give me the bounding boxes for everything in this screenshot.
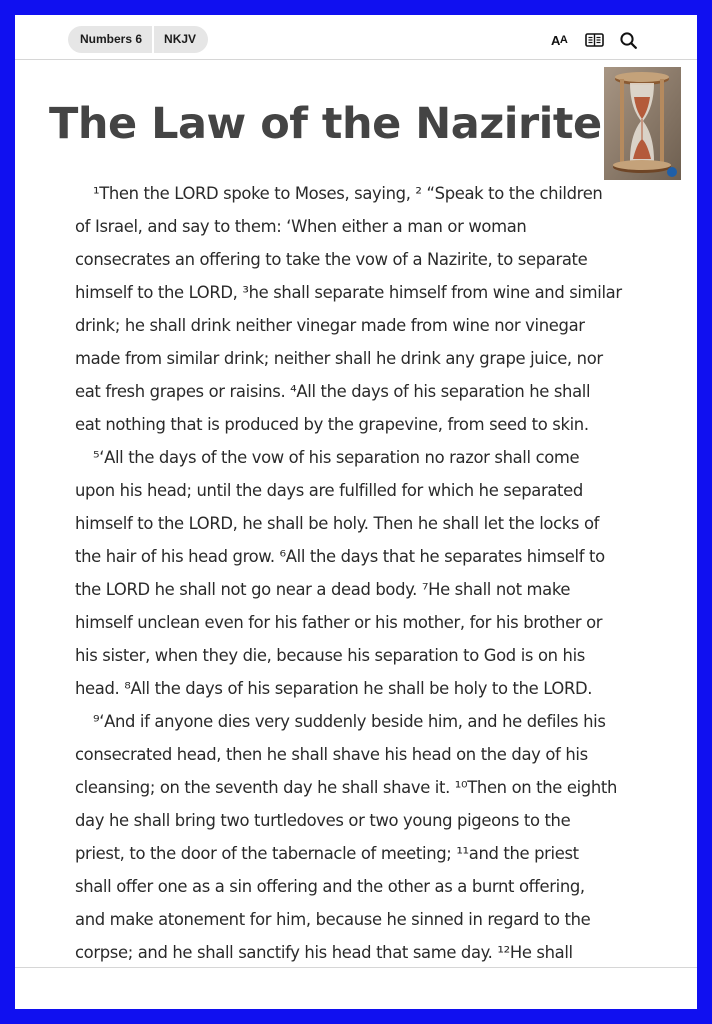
passage-line: drink; he shall drink neither vinegar made from wine nor vinegar xyxy=(75,316,585,335)
search-icon[interactable] xyxy=(620,31,637,49)
passage-line: priest, to the door of the tabernacle of meeting; ¹¹and the priest xyxy=(75,844,579,863)
passage-line: consecrated head, then he shall shave his head on the day of his xyxy=(75,745,588,764)
passage-text xyxy=(75,177,645,969)
passage-line: cleansing; on the seventh day he shall shave it. ¹⁰Then on the eighth xyxy=(75,778,618,797)
passage-line: head. ⁸All the days of his separation he shall be holy to the LORD. xyxy=(75,679,593,698)
passage-line: consecrates an offering to take the vow of a Nazirite, to separate xyxy=(75,250,588,269)
passage-line: shall offer one as a sin offering and the other as a burnt offering, xyxy=(75,877,585,896)
font-size-icon[interactable] xyxy=(551,31,567,49)
font-size-label-big: A xyxy=(551,32,560,48)
bottom-divider xyxy=(15,967,697,968)
font-size-label-small: A xyxy=(559,34,568,46)
passage-line: the hair of his head grow. ⁶All the days that he separates himself to xyxy=(75,547,605,566)
book-chapter-button[interactable]: Numbers 6 xyxy=(80,32,143,46)
top-toolbar xyxy=(15,15,697,60)
reader-page xyxy=(15,15,697,1009)
passage-selector xyxy=(68,26,208,53)
passage-line: and make atonement for him, because he sinned in regard to the xyxy=(75,910,591,929)
passage-line: of Israel, and say to them: ‘When either a man or woman xyxy=(75,217,527,236)
passage-line: day he shall bring two turtledoves or two young pigeons to the xyxy=(75,811,571,830)
passage-line: corpse; and he shall sanctify his head that same day. ¹²He shall xyxy=(75,943,573,962)
passage-line: himself to the LORD, ³he shall separate himself from wine and similar xyxy=(75,283,622,302)
passage-line: ⁹‘And if anyone dies very suddenly beside him, and he defiles his xyxy=(93,712,606,731)
passage-line: upon his head; until the days are fulfilled for which he separated xyxy=(75,481,583,500)
passage-line: the LORD he shall not go near a dead body. ⁷He shall not make xyxy=(75,580,571,599)
reader-view-icon[interactable] xyxy=(585,31,604,49)
passage-line: his sister, when they die, because his separation to God is on his xyxy=(75,646,585,665)
passage-line: himself unclean even for his father or his mother, for his brother or xyxy=(75,613,603,632)
version-button[interactable]: NKJV xyxy=(164,32,197,46)
hourglass-image xyxy=(604,67,681,180)
passage-line: ⁵‘All the days of the vow of his separation no razor shall come xyxy=(93,448,580,467)
passage-line: ¹Then the LORD spoke to Moses, saying, ² “Speak to the children xyxy=(93,184,603,203)
section-title: The Law of the Nazirite xyxy=(49,99,602,149)
passage-line: eat nothing that is produced by the grapevine, from seed to skin. xyxy=(75,415,589,434)
passage-line: made from similar drink; neither shall he drink any grape juice, nor xyxy=(75,349,603,368)
passage-line: eat fresh grapes or raisins. ⁴All the days of his separation he shall xyxy=(75,382,591,401)
passage-line: himself to the LORD, he shall be holy. Then he shall let the locks of xyxy=(75,514,600,533)
